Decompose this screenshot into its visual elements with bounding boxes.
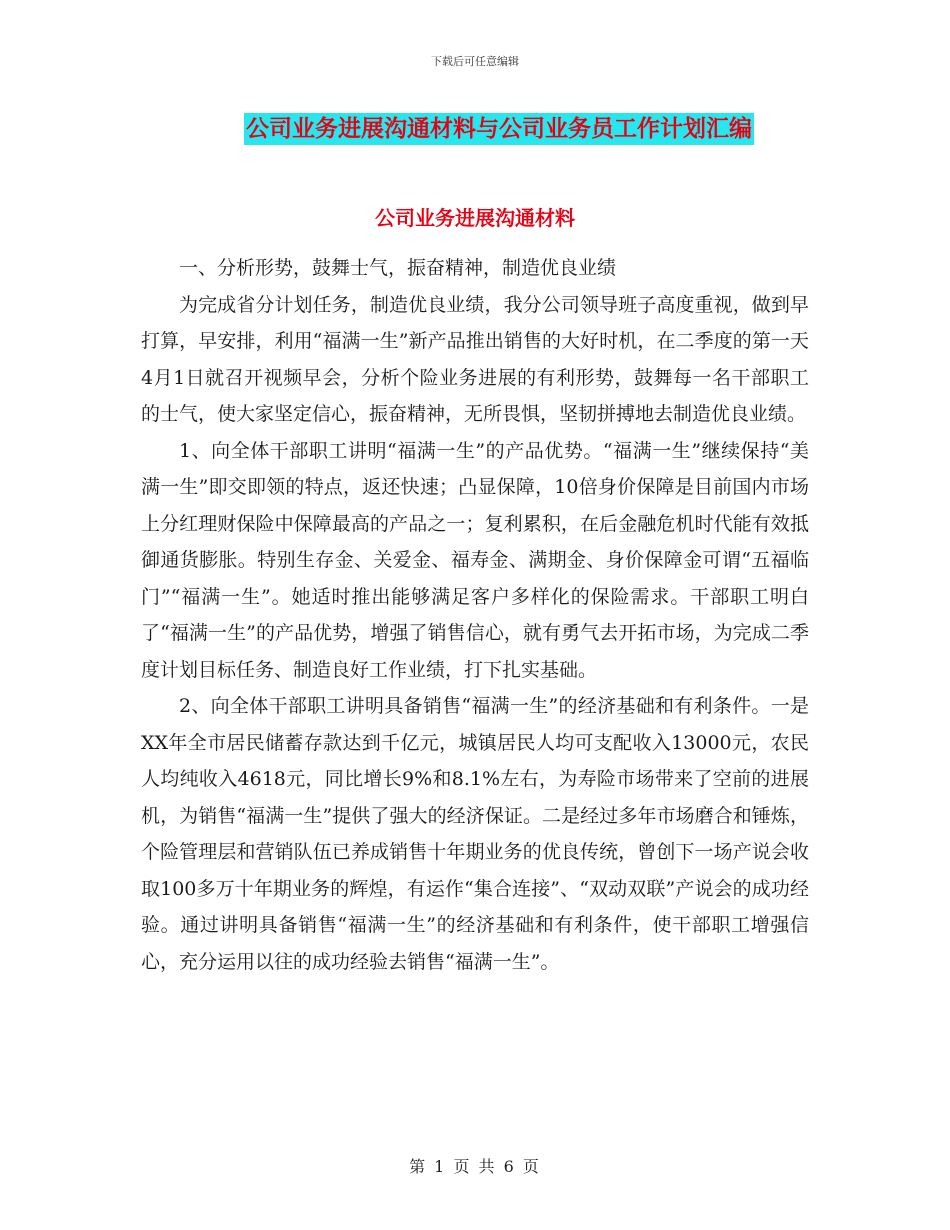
document-body bbox=[141, 250, 809, 980]
paragraph: 2、向全体干部职工讲明具备销售“福满一生”的经济基础和有利条件。一是XX年全市居民储蓄存款达到千亿元，城镇居民人均可支配收入13000元，农民人均纯收入4618元，同比增长9%和8.1%左右，为寿险市场带来了空前的进展机，为销售“福满一生”提供了强大的经济保证。二是经过多年市场磨合和锤炼，个险管理层和营销队伍已养成销售十年期业务的优良传统，曾创下一场产说会收取100多万十年期业务的辉煌，有运作“集合连接”、“双动双联”产说会的成功经验。通过讲明具备销售“福满一生”的经济基础和有利条件，使干部职工增强信心，充分运用以往的成功经验去销售“福满一生”。 bbox=[141, 695, 809, 973]
page-footer: 第 1 页 共 6 页 bbox=[409, 1157, 541, 1176]
main-title-wrap bbox=[0, 113, 950, 145]
paragraph: 1、向全体干部职工讲明“福满一生”的产品优势。“福满一生”继续保持“美满一生”即交即领的特点，返还快速；凸显保障，10倍身价保障是目前国内市场上分红理财保险中保障最高的产品之一；复利累积，在后金融危机时代能有效抵御通货膨胀。特别生存金、关爱金、福寿金、满期金、身价保障金可谓“五福临门”“福满一生”。她适时推出能够满足客户多样化的保险需求。干部职工明白了“福满一生”的产品优势，增强了销售信心，就有勇气去开拓市场，为完成二季度计划目标任务、制造良好工作业绩，打下扎实基础。 bbox=[141, 439, 809, 681]
header-note: 下载后可任意编辑 bbox=[431, 55, 519, 68]
main-title: 公司业务进展沟通材料与公司业务员工作计划汇编 bbox=[244, 113, 754, 145]
section-title: 公司业务进展沟通材料 bbox=[375, 206, 575, 230]
paragraph: 为完成省分计划任务，制造优良业绩，我分公司领导班子高度重视，做到早打算，早安排，利用“福满一生”新产品推出销售的大好时机，在二季度的第一天4月1日就召开视频早会，分析个险业务进展的有利形势，鼓舞每一名干部职工的士气，使大家坚定信心，振奋精神，无所畏惧，坚韧拼搏地去制造优良业绩。 bbox=[141, 293, 809, 425]
paragraph: 一、分析形势，鼓舞士气，振奋精神，制造优良业绩 bbox=[179, 257, 617, 279]
